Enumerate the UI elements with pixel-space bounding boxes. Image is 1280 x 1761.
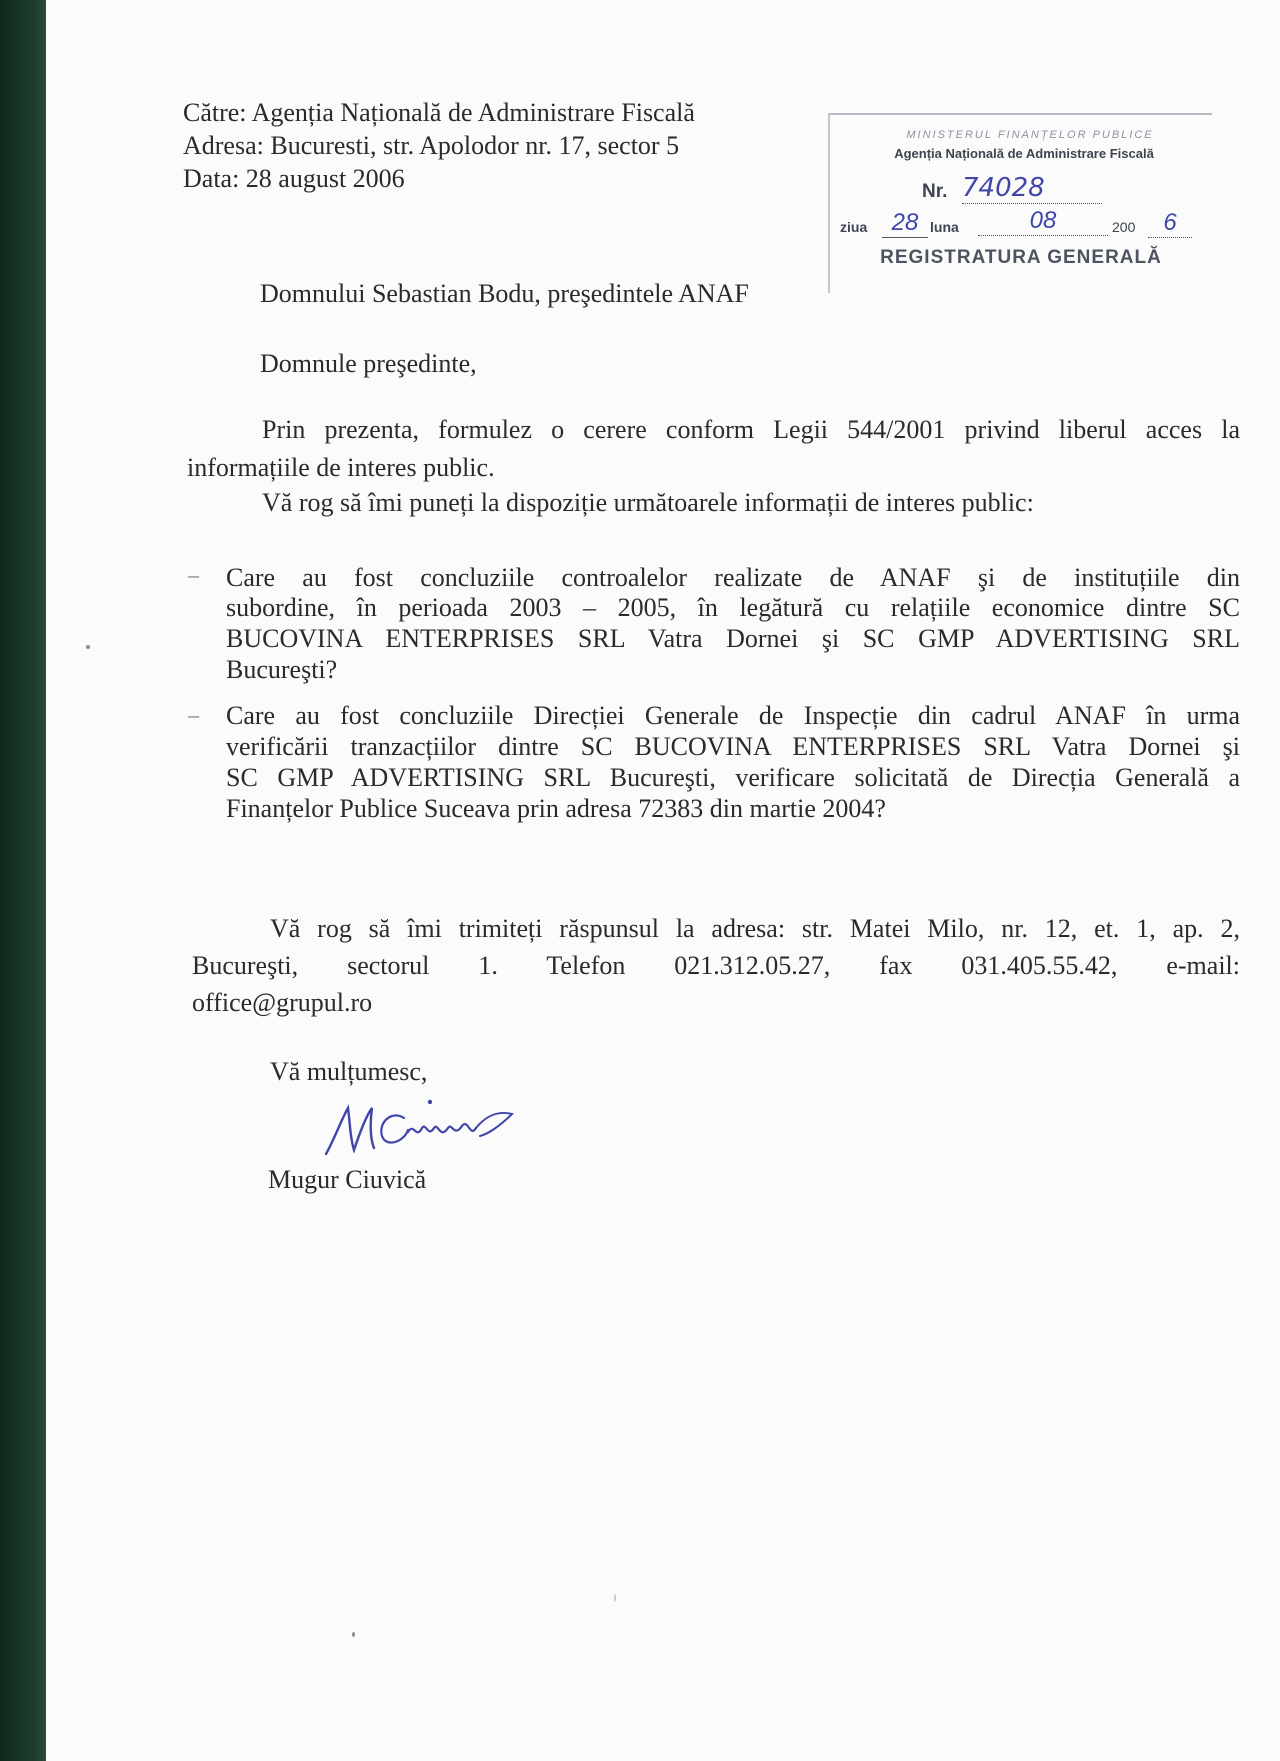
stamp-agency: Agenția Națională de Administrare Fiscală — [894, 146, 1154, 161]
paper-speck — [614, 1594, 616, 1602]
bullet-dash: – — [188, 702, 199, 727]
question-1-line: Bucureşti? — [226, 655, 338, 684]
stamp-month-label: luna — [930, 219, 959, 235]
recipient-line: Domnului Sebastian Bodu, preşedintele ANAF — [260, 279, 749, 308]
stamp-year-label: 200 — [1112, 219, 1136, 235]
intro-line-3: Vă rog să îmi puneți la dispoziție următoarele informații de interes public: — [262, 488, 1034, 517]
intro-line-2: informațiile de interes public. — [187, 453, 495, 482]
stamp-nr-value: 74028 — [962, 173, 1102, 204]
registration-stamp — [828, 113, 1212, 293]
header-date: Data: 28 august 2006 — [183, 164, 405, 193]
handwritten-signature — [320, 1092, 520, 1164]
reply-line-2: Bucureşti, sectorul 1. Telefon 021.312.05.27, fax 031.405.55.42, e-mail: — [192, 951, 1240, 980]
intro-line-1: Prin prezenta, formulez o cerere conform Legii 544/2001 privind liberul acces la — [262, 415, 1240, 444]
question-2-line: SC GMP ADVERTISING SRL Bucureşti, verificare solicitată de Direcția Generală a — [226, 763, 1240, 792]
signatory-name: Mugur Ciuvică — [268, 1165, 427, 1194]
question-1-line: subordine, în perioada 2003 – 2005, în legătură cu relațiile economice dintre SC — [226, 593, 1240, 622]
binder-spine — [0, 0, 46, 1761]
stamp-month-value: 08 — [978, 207, 1108, 236]
letter-header — [183, 96, 695, 195]
header-to: Către: Agenția Națională de Administrare Fiscală — [183, 98, 695, 127]
paper-speck — [86, 645, 90, 649]
salutation: Domnule preşedinte, — [260, 349, 477, 378]
question-1-line: Care au fost concluziile controalelor realizate de ANAF şi de instituțiile din — [226, 563, 1240, 592]
paper-speck — [352, 1632, 355, 1637]
stamp-day-value: 28 — [882, 209, 928, 238]
question-2-line: Care au fost concluziile Direcției Generale de Inspecție din cadrul ANAF în urma — [226, 701, 1240, 730]
closing: Vă mulțumesc, — [270, 1057, 428, 1086]
stamp-registry: REGISTRATURA GENERALĂ — [880, 247, 1162, 268]
stamp-nr-label: Nr. — [922, 181, 948, 202]
stamp-year-value: 6 — [1148, 209, 1192, 238]
question-2-line: Finanțelor Publice Suceava prin adresa 72383 din martie 2004? — [226, 794, 886, 823]
header-address: Adresa: Bucuresti, str. Apolodor nr. 17, sector 5 — [183, 131, 680, 160]
reply-line-1: Vă rog să îmi trimiteți răspunsul la adresa: str. Matei Milo, nr. 12, et. 1, ap. 2, — [270, 914, 1240, 943]
stamp-day-label: ziua — [840, 219, 868, 235]
stamp-ministry: MINISTERUL FINANȚELOR PUBLICE — [906, 129, 1154, 141]
bullet-dash: – — [188, 562, 199, 587]
reply-line-3: office@grupul.ro — [192, 988, 373, 1017]
question-2-line: verificării tranzacțiilor dintre SC BUCOVINA ENTERPRISES SRL Vatra Dornei şi — [226, 732, 1240, 761]
question-1-line: BUCOVINA ENTERPRISES SRL Vatra Dornei şi SC GMP ADVERTISING SRL — [226, 624, 1240, 653]
